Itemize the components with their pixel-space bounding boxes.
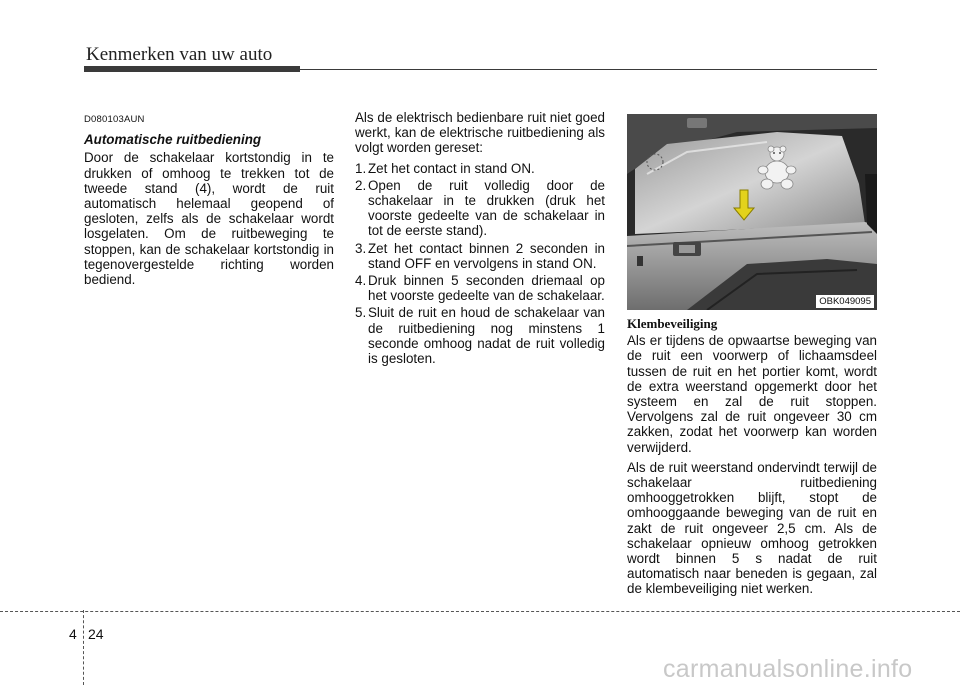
section-paragraph: Als de ruit weerstand ondervindt terwijl de schakelaar ruitbediening omhooggetrokken blijft, stopt de omhooggaande beweging van de ruit en zakt de ruit ongeveer 2,5 cm. Als de schakelaar opnieuw omhoog getrokken wordt binnen 5 s nadat de ruit automatisch naar beneden is gegaan, zal de klembeveiliging niet werken. (627, 459, 877, 597)
footer-rule (0, 611, 960, 612)
car-interior-drawing (627, 114, 877, 310)
left-column (84, 112, 334, 292)
right-column (627, 316, 877, 602)
step-text: Zet het contact in stand ON. (368, 160, 535, 176)
step-text: Zet het contact binnen 2 seconden in stand OFF en vervolgens in stand ON. (368, 240, 605, 271)
header-bar (84, 66, 300, 72)
section-paragraph: Door de schakelaar kortstondig in te drukken of omhoog te trekken tot de tweede stand (4), wordt de ruit automatisch helemaal geopend of gesloten, zelfs als de schakelaar wordt losgelaten. Om de ruitbeweging te stoppen, kan de schakelaar kortstondig in tegenovergestelde richting worden bediend. (84, 150, 334, 288)
step-number: 5. (355, 305, 367, 321)
footer-divider (83, 610, 84, 685)
section-code: D080103AUN (84, 114, 145, 125)
list-item (355, 273, 605, 303)
list-item (355, 178, 605, 239)
header-rule (300, 69, 877, 70)
reset-steps (355, 161, 605, 367)
chapter-number: 4 (69, 626, 77, 642)
step-number: 3. (355, 240, 367, 256)
step-number: 1. (355, 160, 367, 176)
reset-intro: Als de elektrisch bedienbare ruit niet goed werkt, kan de elektrische ruitbediening als volgt worden gereset: (355, 110, 605, 156)
car-window-illustration (627, 114, 877, 310)
section-paragraph: Als er tijdens de opwaartse beweging van de ruit een voorwerp of lichaamsdeel tussen de ruit en het portier komt, wordt de extra weerstand opgemerkt door het systeem en zal de ruit stoppen. Vervolgens zal de ruit ongeveer 30 cm zakken, zodat het voorwerp kan worden verwijderd. (627, 333, 877, 455)
middle-column (355, 110, 605, 368)
step-text: Sluit de ruit en houd de schakelaar van de ruitbediening nog minstens 1 seconde omhoog nadat de ruit volledig is gesloten. (368, 305, 605, 367)
section-heading: Klembeveiliging (627, 316, 718, 331)
watermark: carmanualsonline.info (663, 655, 913, 683)
section-subtitle: Automatische ruitbediening (84, 132, 262, 148)
step-number: 4. (355, 273, 367, 289)
figure-caption: OBK049095 (816, 295, 874, 308)
list-item (355, 241, 605, 271)
list-item (355, 305, 605, 366)
page-number: 24 (88, 626, 104, 642)
step-text: Open de ruit volledig door de schakelaar in te drukken (druk het voorste gedeelte van de schakelaar in tot de eerste stand). (368, 177, 605, 239)
page-header-title: Kenmerken van uw auto (86, 44, 273, 65)
list-item (355, 161, 605, 176)
step-text: Druk binnen 5 seconden driemaal op het voorste gedeelte van de schakelaar. (368, 273, 605, 304)
step-number: 2. (355, 177, 367, 193)
